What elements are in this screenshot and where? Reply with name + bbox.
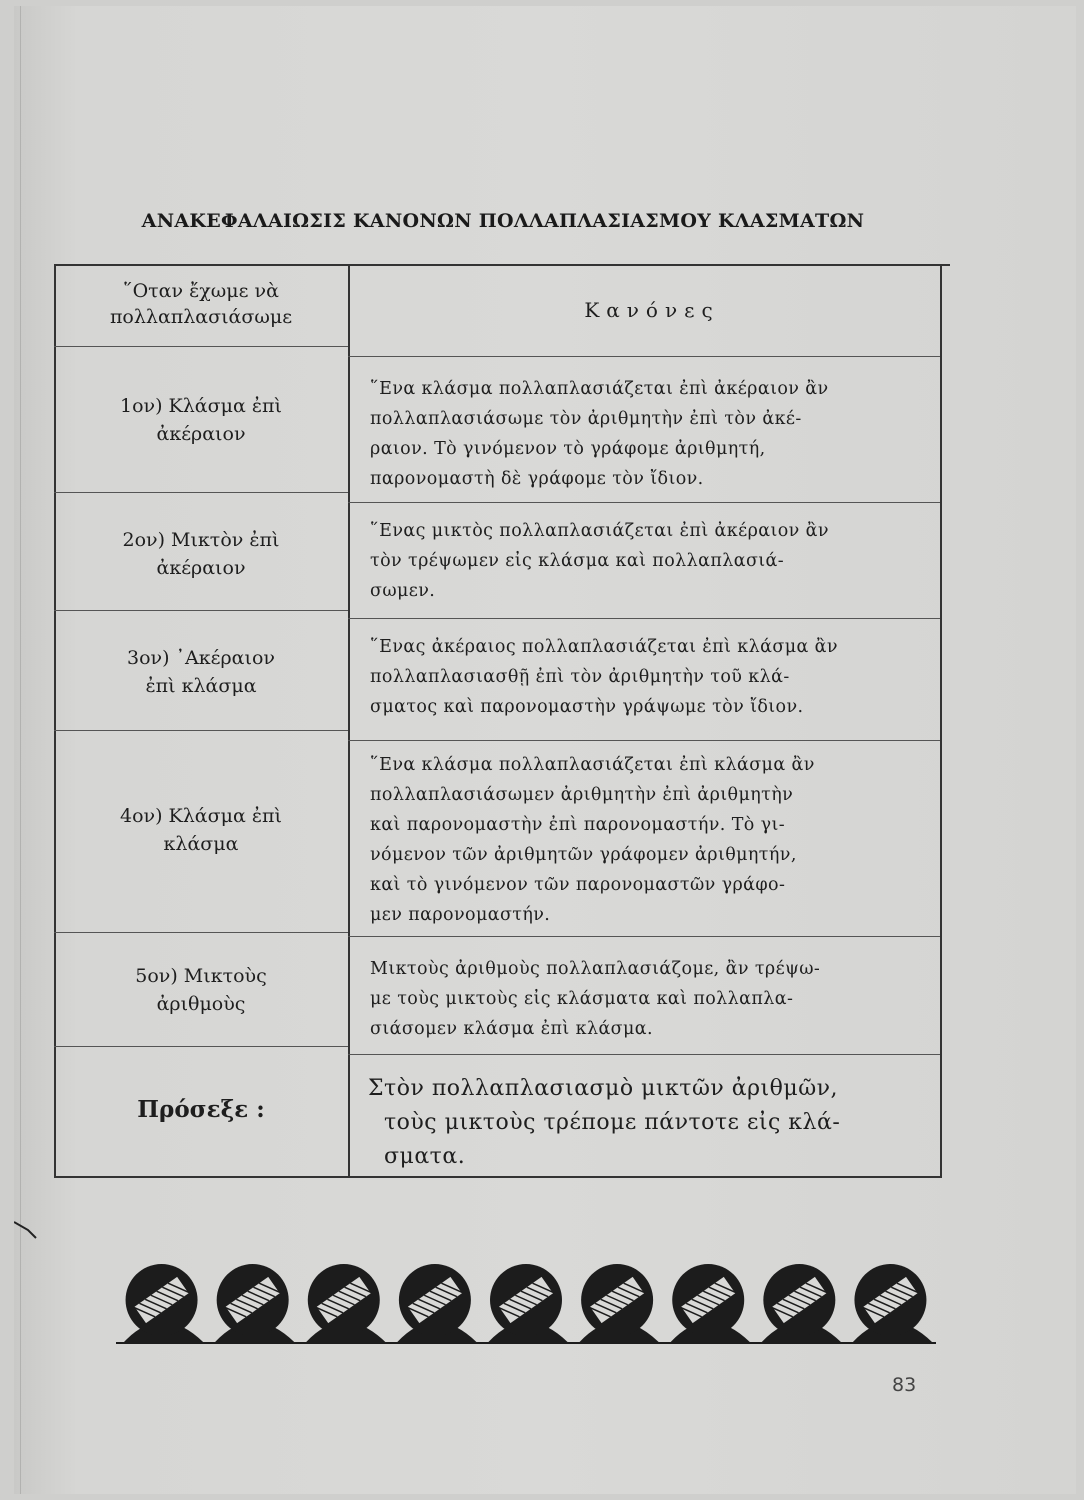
ornament-medallion <box>581 1264 653 1336</box>
ornament-medallion <box>399 1264 471 1336</box>
binding-edge <box>20 6 21 1494</box>
rule-5-line2: με τοὺς μικτοὺς εἰς κλάσματα καὶ πολλαπλα- <box>370 989 794 1009</box>
case-5-line1: 5ον) Μικτοὺς <box>135 965 267 987</box>
row-divider-right-3 <box>348 740 940 741</box>
column-divider <box>348 264 350 1178</box>
header-rules: Κανόνες <box>584 298 720 322</box>
ornament-medallion <box>126 1264 198 1336</box>
case-cell-5 <box>64 962 338 1018</box>
rule-2-line1: ῞Ενας μικτὸς πολλαπλασιάζεται ἐπὶ ἀκέραιον ἂν <box>370 521 829 541</box>
rule-cell-5 <box>370 954 936 1044</box>
note-text <box>368 1072 938 1174</box>
case-cell-2 <box>64 526 338 582</box>
table-bottom-border <box>54 1176 940 1178</box>
table-left-border <box>54 264 56 1178</box>
row-divider-right-2 <box>348 618 940 619</box>
ornament-medallion <box>672 1264 744 1336</box>
case-cell-4 <box>64 802 338 858</box>
case-1-line1: 1ον) Κλάσμα ἐπὶ <box>120 395 282 417</box>
row-divider-left-3 <box>54 730 348 731</box>
case-4-line1: 4ον) Κλάσμα ἐπὶ <box>120 805 282 827</box>
row-divider-left-5 <box>54 1046 348 1047</box>
row-divider-left-1 <box>54 492 348 493</box>
rules-table <box>54 264 950 1180</box>
ink-mark <box>14 1220 42 1240</box>
header-row-divider-left <box>54 346 348 347</box>
ornament-medallion <box>854 1264 926 1336</box>
rule-1-line2: πολλαπλασιάσωμε τὸν ἀριθμητὴν ἐπὶ τὸν ἀκέ- <box>370 409 802 429</box>
case-3-line2: ἐπὶ κλάσμα <box>145 675 257 697</box>
page-title: ΑΝΑΚΕΦΑΛΑΙΩΣΙΣ ΚΑΝΟΝΩΝ ΠΟΛΛΑΠΛΑΣΙΑΣΜΟΥ ΚΛΑΣΜΑΤΩΝ <box>141 210 865 232</box>
rule-cell-2 <box>370 516 936 606</box>
rule-5-line3: σιάσομεν κλάσμα ἐπὶ κλάσμα. <box>370 1019 653 1039</box>
rule-cell-1 <box>370 374 936 494</box>
header-when-line1: ῞Οταν ἔχωμε νὰ <box>123 280 279 302</box>
rule-5-line1: Μικτοὺς ἀριθμοὺς πολλαπλασιάζομε, ἂν τρέψω- <box>370 959 821 979</box>
rule-4-line4: νόμενον τῶν ἀριθμητῶν γράφομεν ἀριθμητήν, <box>370 845 797 865</box>
row-divider-right-4 <box>348 936 940 937</box>
rule-1-line1: ῞Ενα κλάσμα πολλαπλασιάζεται ἐπὶ ἀκέραιον ἂν <box>370 379 829 399</box>
case-2-line1: 2ον) Μικτὸν ἐπὶ <box>122 529 280 551</box>
rule-1-line4: παρονομαστὴ δὲ γράφομε τὸν ἴδιον. <box>370 469 704 489</box>
book-page <box>14 6 1076 1494</box>
rule-4-line5: καὶ τὸ γινόμενον τῶν παρονομαστῶν γράφο- <box>370 875 786 895</box>
header-row-divider-right <box>348 356 940 357</box>
row-divider-left-2 <box>54 610 348 611</box>
row-divider-right-5 <box>348 1054 940 1055</box>
rule-3-line3: σματος καὶ παρονομαστὴν γράψωμε τὸν ἴδιον. <box>370 697 804 717</box>
decorative-border <box>116 1254 936 1344</box>
row-divider-left-4 <box>54 932 348 933</box>
header-when-line2: πολλαπλασιάσωμε <box>109 306 293 328</box>
rule-4-line2: πολλαπλασιάσωμεν ἀριθμητὴν ἐπὶ ἀριθμητὴν <box>370 785 794 805</box>
row-divider-right-1 <box>348 502 940 503</box>
note-line1: Στὸν πολλαπλασιασμὸ μικτῶν ἀριθμῶν, <box>368 1076 839 1101</box>
rule-4-line1: ῞Ενα κλάσμα πολλαπλασιάζεται ἐπὶ κλάσμα ἂν <box>370 755 815 775</box>
ornament-medallion <box>308 1264 380 1336</box>
note-line3: σματα. <box>384 1144 466 1169</box>
rule-3-line1: ῞Ενας ἀκέραιος πολλαπλασιάζεται ἐπὶ κλάσμα ἂν <box>370 637 838 657</box>
rule-1-line3: ραιον. Τὸ γινόμενον τὸ γράφομε ἀριθμητή, <box>370 439 766 459</box>
rule-cell-4 <box>370 750 936 930</box>
ornament-medallion <box>217 1264 289 1336</box>
case-1-line2: ἀκέραιον <box>156 423 246 445</box>
rule-4-line3: καὶ παρονομαστὴν ἐπὶ παρονομαστήν. Τὸ γι- <box>370 815 786 835</box>
page-number: 83 <box>892 1374 917 1396</box>
ornament-medallion <box>763 1264 835 1336</box>
ornament-medallion <box>490 1264 562 1336</box>
table-top-border <box>54 264 950 266</box>
case-cell-3 <box>64 644 338 700</box>
rule-cell-3 <box>370 632 936 722</box>
case-3-line1: 3ον) ᾿Ακέραιον <box>127 647 275 669</box>
note-label: Πρόσεξε : <box>137 1096 265 1123</box>
case-5-line2: ἀριθμοὺς <box>156 993 246 1015</box>
rule-2-line2: τὸν τρέψωμεν εἰς κλάσμα καὶ πολλαπλασιά- <box>370 551 785 571</box>
header-when <box>64 278 338 330</box>
case-cell-1 <box>64 392 338 448</box>
table-right-border <box>940 264 942 1178</box>
note-line2: τοὺς μικτοὺς τρέπομε πάντοτε εἰς κλά- <box>384 1110 841 1135</box>
case-2-line2: ἀκέραιον <box>156 557 246 579</box>
rule-2-line3: σωμεν. <box>370 581 436 601</box>
case-4-line2: κλάσμα <box>163 833 239 855</box>
rule-4-line6: μεν παρονομαστήν. <box>370 905 551 925</box>
rule-3-line2: πολλαπλασιασθῇ ἐπὶ τὸν ἀριθμητὴν τοῦ κλά- <box>370 667 790 687</box>
